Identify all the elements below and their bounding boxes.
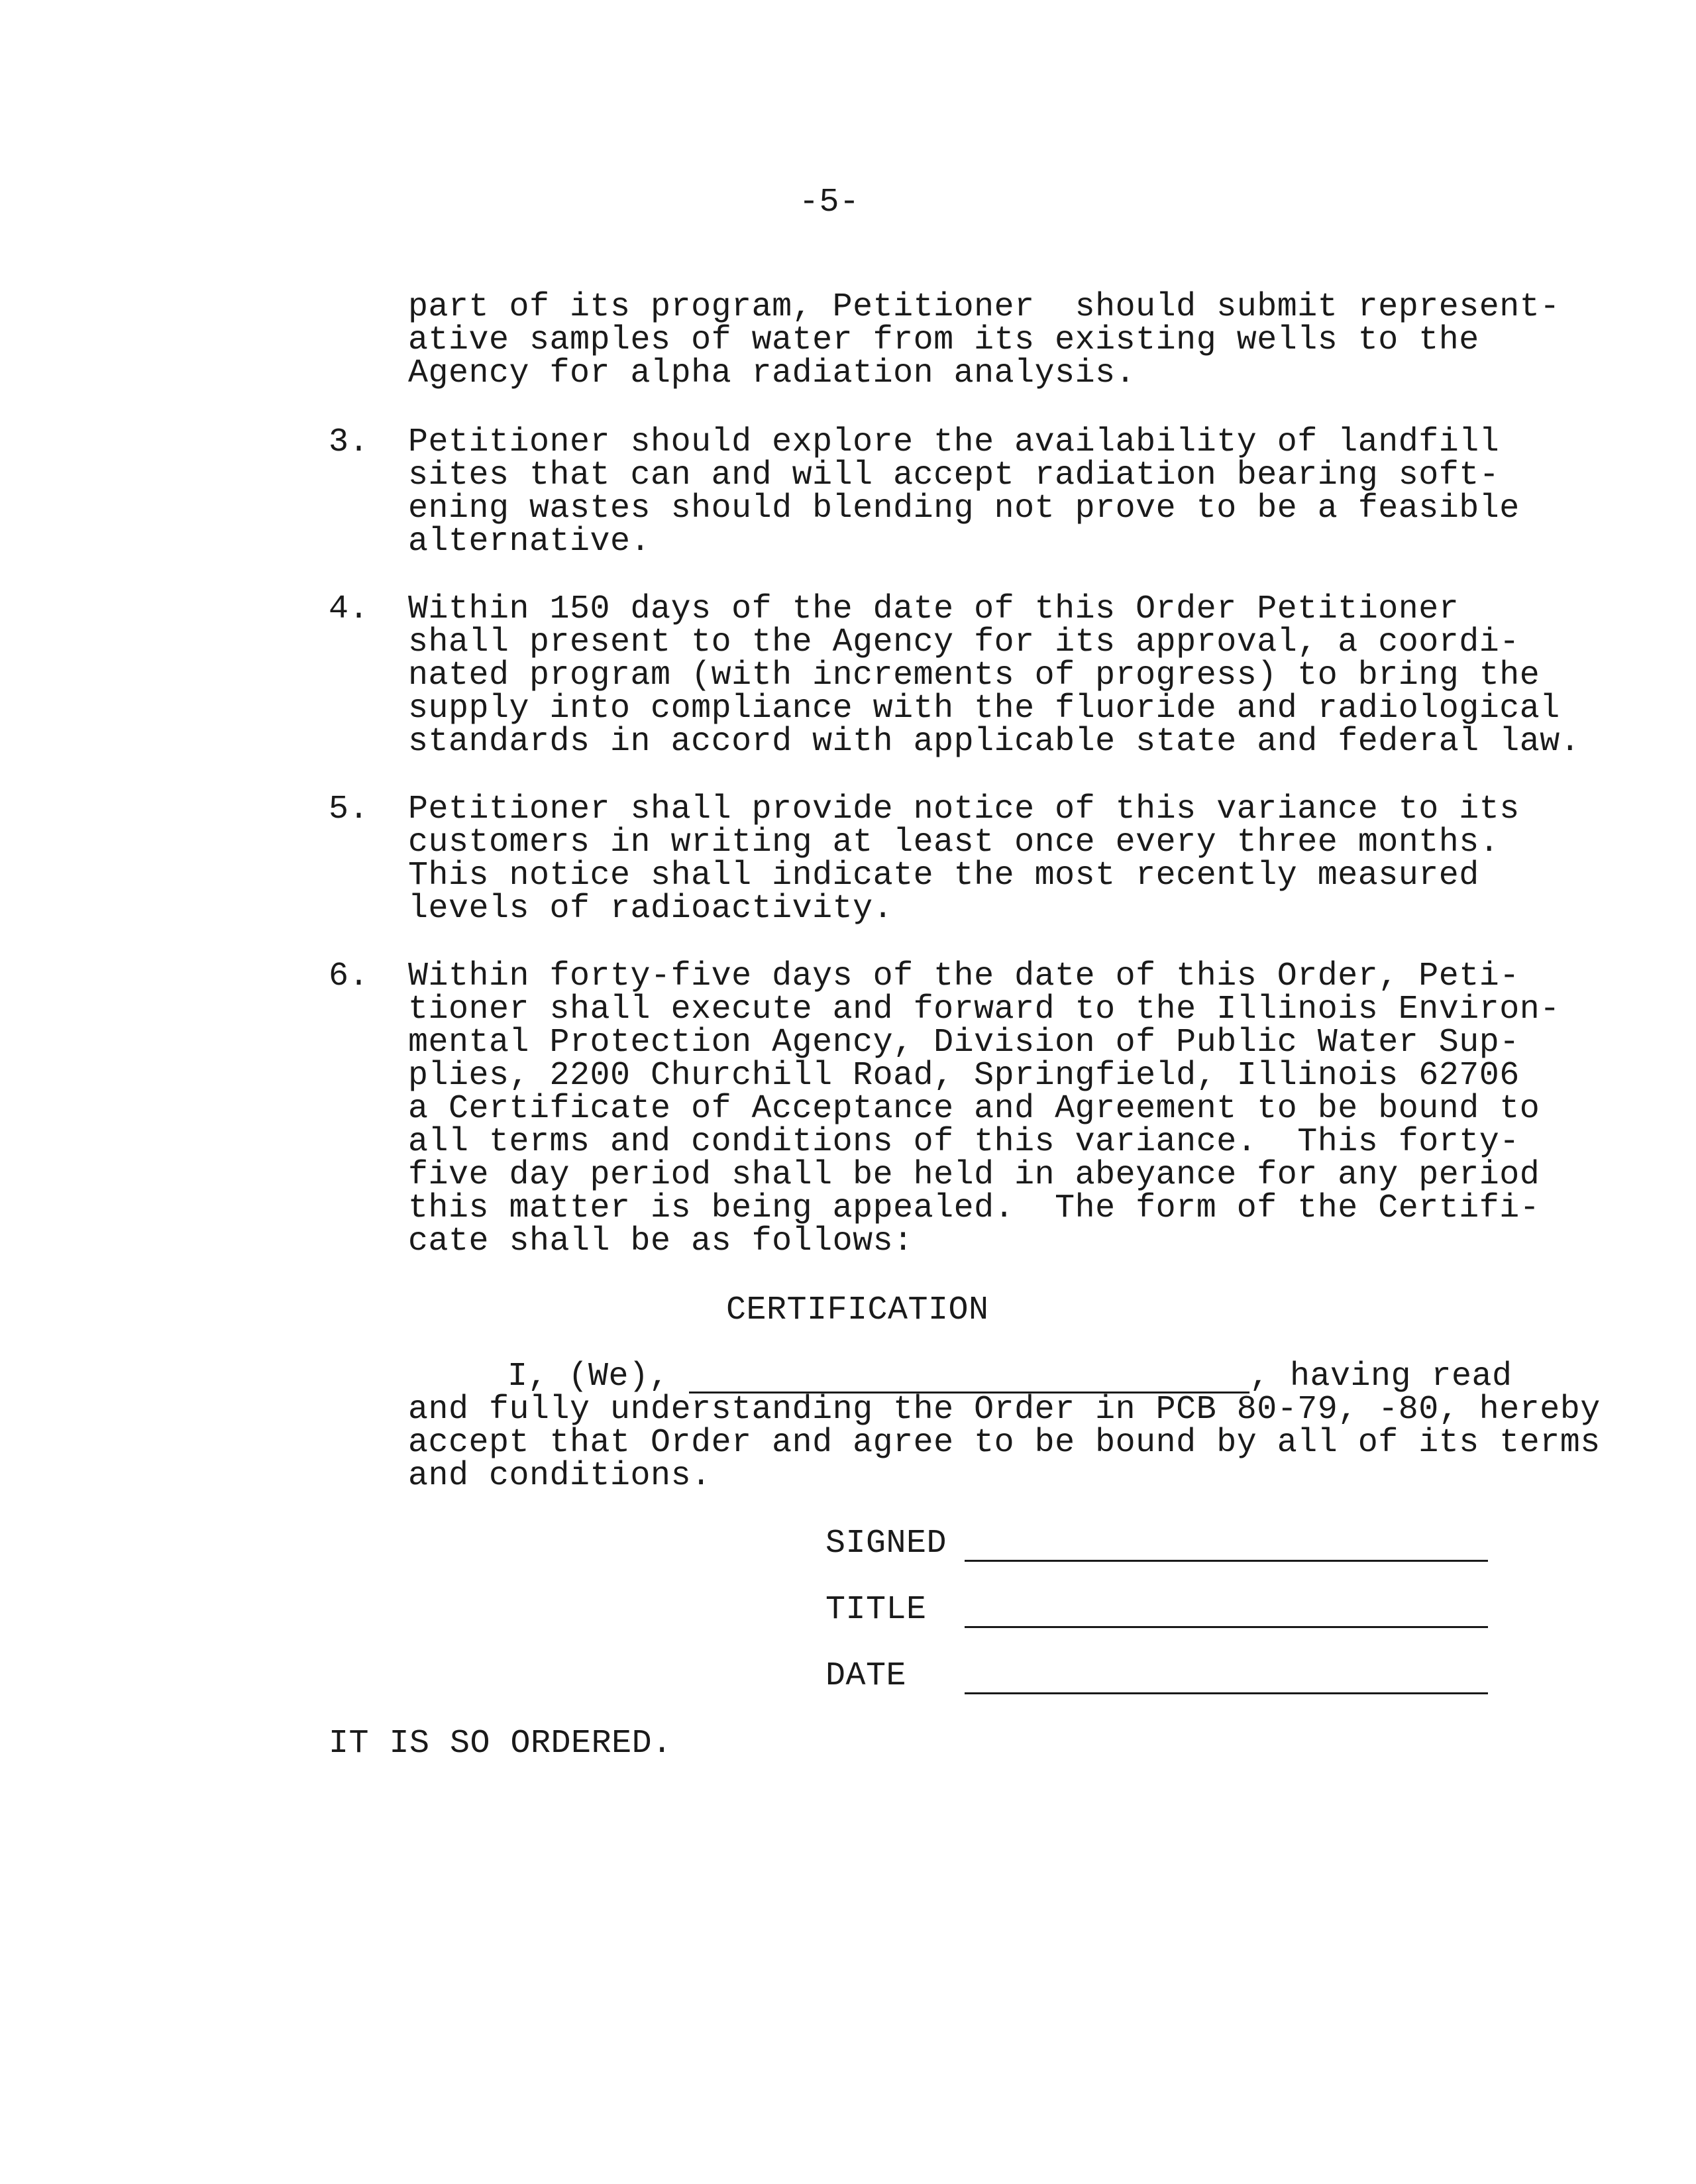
item-6-line-2: tioner shall execute and forward to the Illinois Environ- [408,991,1560,1028]
item-4-line-4: supply into compliance with the fluoride and radiological [408,690,1560,728]
item-5-line-2: customers in writing at least once every three months. [408,824,1500,861]
certification-line-3: accept that Order and agree to be bound by all of its terms [408,1424,1601,1462]
item-6-line-7: five day period shall be held in abeyance for any period [408,1156,1540,1194]
item-6-line-3: mental Protection Agency, Division of Public Water Sup- [408,1024,1520,1062]
item-3-line-3: ening wastes should blending not prove to be a feasible [408,490,1520,527]
signed-field[interactable] [965,1560,1488,1562]
item-6-line-5: a Certificate of Acceptance and Agreement to be bound to [408,1090,1540,1128]
item-6-line-6: all terms and conditions of this variance. This forty- [408,1123,1520,1161]
item-6-line-1: Within forty-five days of the date of this Order, Peti- [408,957,1520,995]
closing-statement: IT IS SO ORDERED. [329,1725,672,1763]
certification-line-end: , having read [1249,1358,1512,1395]
item-6-line-8: this matter is being appealed. The form of the Certifi- [408,1189,1540,1227]
page-number: -5- [799,184,860,221]
item-4-line-1: Within 150 days of the date of this Order Petitioner [408,590,1459,628]
item-number-4: 4. [329,590,370,628]
item-4-line-5: standards in accord with applicable state and federal law. [408,723,1581,761]
item-3-line-2: sites that can and will accept radiation bearing soft- [408,457,1500,494]
certification-heading: CERTIFICATION [726,1291,989,1329]
certification-line-start: I, (We), [507,1358,670,1395]
item-number-6: 6. [329,957,370,995]
item-4-line-3: nated program (with increments of progress) to bring the [408,657,1540,694]
item-number-5: 5. [329,791,370,828]
item-5-line-1: Petitioner shall provide notice of this variance to its [408,791,1520,828]
item-6-line-4: plies, 2200 Churchill Road, Springfield, Illinois 62706 [408,1057,1520,1095]
title-field[interactable] [965,1626,1488,1628]
item-5-line-3: This notice shall indicate the most recently measured [408,857,1479,895]
item-3-line-1: Petitioner should explore the availability of landfill [408,423,1500,461]
intro-line-2: ative samples of water from its existing wells to the [408,321,1479,359]
date-field[interactable] [965,1692,1488,1694]
intro-line-3: Agency for alpha radiation analysis. [408,355,1136,392]
date-label: DATE [825,1657,907,1695]
item-3-line-4: alternative. [408,523,651,561]
item-5-line-4: levels of radioactivity. [408,890,894,928]
signed-label: SIGNED [825,1525,947,1562]
intro-line-1: part of its program, Petitioner should submit represent- [408,288,1560,326]
certification-line-4: and conditions. [408,1457,712,1495]
item-4-line-2: shall present to the Agency for its approval, a coordi- [408,624,1520,661]
item-number-3: 3. [329,423,370,461]
title-label: TITLE [825,1591,927,1629]
certification-line-2: and fully understanding the Order in PCB 80-79, -80, hereby [408,1391,1601,1429]
item-6-line-9: cate shall be as follows: [408,1223,914,1260]
